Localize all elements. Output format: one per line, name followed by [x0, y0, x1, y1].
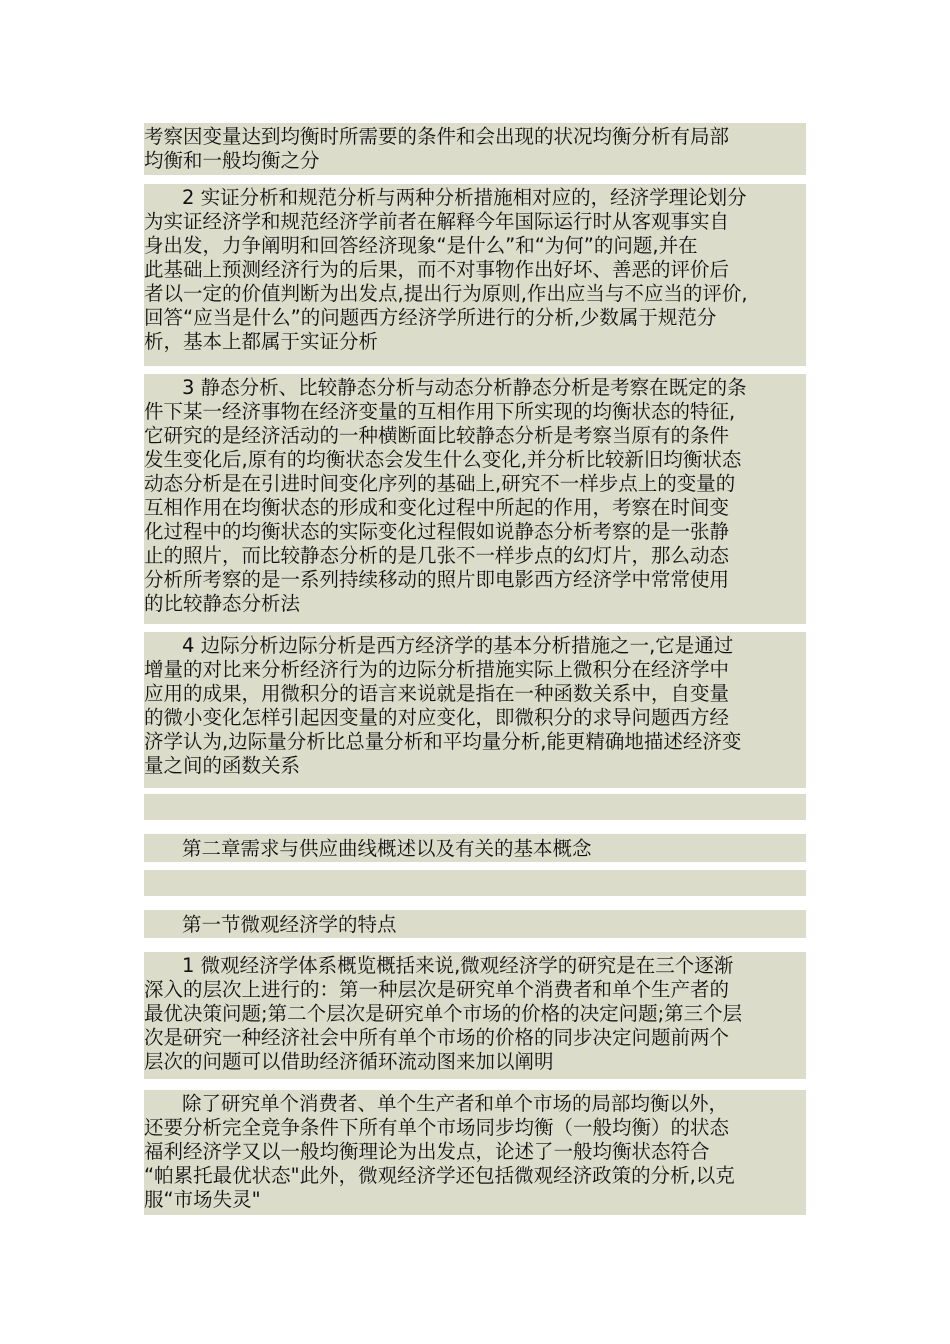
paragraph-static-dynamic-analysis [144, 374, 806, 624]
text-line: 除了研究单个消费者、单个生产者和单个市场的局部均衡以外， [182, 1092, 729, 1115]
section-heading [144, 910, 806, 938]
text-line: 止的照片，而比较静态分析的是几张不一样步点的幻灯片，那么动态 [144, 544, 730, 567]
text-line: “帕累托最优状态"此外，微观经济学还包括微观经济政策的分析,以克 [144, 1164, 735, 1187]
text-line: 回答“应当是什么”的问题西方经济学所进行的分析,少数属于规范分 [144, 306, 717, 329]
chapter-title: 第二章需求与供应曲线概述以及有关的基本概念 [182, 837, 592, 860]
text-line: 的比较静态分析法 [144, 592, 301, 615]
text-line: 2 实证分析和规范分析与两种分析措施相对应的，经济学理论划分 [182, 186, 747, 209]
text-line: 动态分析是在引进时间变化序列的基础上,研究不一样步点上的变量的 [144, 472, 736, 495]
paragraph-general-equilibrium [144, 1090, 806, 1215]
text-line: 的微小变化怎样引起因变量的对应变化，即微积分的求导问题西方经 [144, 706, 730, 729]
text-line: 分析所考察的是一系列持续移动的照片即电影西方经济学中常常使用 [144, 568, 730, 591]
text-line: 化过程中的均衡状态的实际变化过程假如说静态分析考察的是一张静 [144, 520, 730, 543]
text-line: 量之间的函数关系 [144, 754, 301, 777]
text-line: 者以一定的价值判断为出发点,提出行为原则,作出应当与不应当的评价, [144, 282, 748, 305]
text-line: 1 微观经济学体系概览概括来说,微观经济学的研究是在三个逐渐 [182, 954, 734, 977]
chapter-heading [144, 834, 806, 862]
text-line: 身出发，力争阐明和回答经济现象“是什么”和“为何”的问题,并在 [144, 234, 698, 257]
text-line: 次是研究一种经济社会中所有单个市场的价格的同步决定问题前两个 [144, 1026, 730, 1049]
paragraph-marginal-analysis [144, 632, 806, 788]
text-line: 福利经济学又以一般均衡理论为出发点，论述了一般均衡状态符合 [144, 1140, 710, 1163]
text-line: 此基础上预测经济行为的后果，而不对事物作出好坏、善恶的评价后 [144, 258, 730, 281]
text-line: 考察因变量达到均衡时所需要的条件和会出现的状况均衡分析有局部 [144, 125, 730, 148]
text-line: 为实证经济学和规范经济学前者在解释今年国际运行时从客观事实自 [144, 210, 730, 233]
text-line: 服“市场失灵" [144, 1188, 261, 1211]
text-line: 应用的成果，用微积分的语言来说就是指在一种函数关系中，自变量 [144, 682, 730, 705]
blank-line [144, 794, 806, 820]
paragraph-positive-normative-analysis [144, 184, 806, 366]
blank-line [144, 870, 806, 896]
text-line: 最优决策问题;第二个层次是研究单个市场的价格的决定问题;第三个层 [144, 1002, 743, 1025]
text-line: 件下某一经济事物在经济变量的互相作用下所实现的均衡状态的特征, [144, 400, 736, 423]
text-line: 3 静态分析、比较静态分析与动态分析静态分析是考察在既定的条 [182, 376, 747, 399]
paragraph-microeconomics-overview [144, 952, 806, 1079]
text-line: 它研究的是经济活动的一种横断面比较静态分析是考察当原有的条件 [144, 424, 730, 447]
text-line: 层次的问题可以借助经济循环流动图来加以阐明 [144, 1050, 554, 1073]
section-title: 第一节微观经济学的特点 [182, 913, 397, 936]
paragraph-equilibrium-analysis [144, 123, 806, 175]
text-line: 互相作用在均衡状态的形成和变化过程中所起的作用，考察在时间变 [144, 496, 730, 519]
text-line: 还要分析完全竞争条件下所有单个市场同步均衡（一般均衡）的状态 [144, 1116, 730, 1139]
text-line: 深入的层次上进行的：第一种层次是研究单个消费者和单个生产者的 [144, 978, 730, 1001]
text-line: 均衡和一般均衡之分 [144, 149, 320, 172]
text-line: 增量的对比来分析经济行为的边际分析措施实际上微积分在经济学中 [144, 658, 730, 681]
text-line: 济学认为,边际量分析比总量分析和平均量分析,能更精确地描述经济变 [144, 730, 742, 753]
text-line: 发生变化后,原有的均衡状态会发生什么变化,并分析比较新旧均衡状态 [144, 448, 742, 471]
text-line: 析，基本上都属于实证分析 [144, 330, 379, 353]
text-line: 4 边际分析边际分析是西方经济学的基本分析措施之一,它是通过 [182, 634, 734, 657]
